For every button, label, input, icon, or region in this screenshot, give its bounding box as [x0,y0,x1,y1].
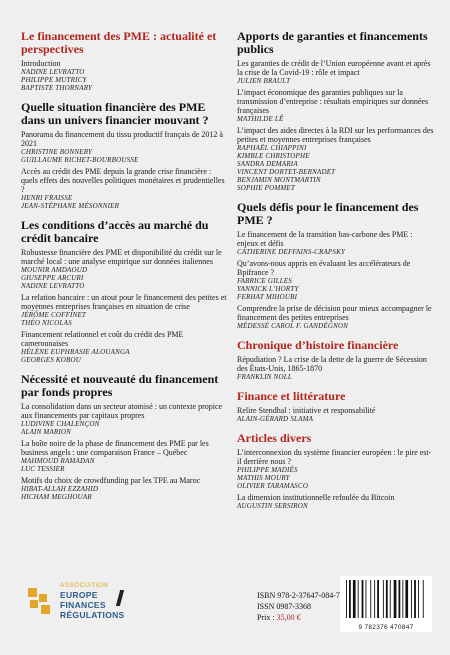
article-author: LUDIVINE CHALENÇON [21,420,100,428]
article-author: MAHMOUD RAMADAN [21,457,95,465]
isbn: ISBN 978-2-37647-084-7 [257,591,340,600]
section [21,101,227,210]
article-entry [21,402,227,436]
article-author: NADINE LEVRATTO [21,68,85,76]
issn: ISSN 0987-3368 [257,602,312,611]
article-title: Introduction [21,59,61,68]
logo-mark-icon [26,586,56,616]
article-entry [21,439,227,473]
article-author: PHILIPPE MUTRICY [21,76,87,84]
article-title: Les garanties de crédit de l’Union européenne avant et après la crise de la Covid-19 : rôle et impact [237,59,431,77]
article-entry [21,293,227,327]
article-author: FRANKLIN NOLL [237,373,292,381]
article-title: La consolidation dans un secteur atomisé : un contexte propice aux financements par capitaux propres [21,402,223,420]
logo-line-finances: FINANCES [60,600,106,610]
article-author: LUC TESSIER [21,465,65,473]
article-title: La relation bancaire : un atout pour le financement des petites et moyennes entreprises françaises en situation de crise [21,293,227,311]
article-author: HENRI FRAISSE [21,194,73,202]
article-title: Le financement de la transition bas-carbone des PME : enjeux et défis [237,230,413,248]
article-entry [237,406,435,423]
article-author: FERHAT MIHOUBI [237,293,298,301]
article-author: MATHILDE LÊ [237,115,284,123]
section [237,30,435,192]
article-author: SANDRA DEMARIA [237,160,298,168]
section-heading: Quels défis pour le financement des PME ? [237,200,419,227]
article-author: THÉO NICOLAS [21,319,72,327]
section-heading: Finance et littérature [237,389,346,403]
article-title: Répudiation ? La crise de la dette de la guerre de Sécession des États-Unis, 1865-1870 [237,355,427,373]
article-entry [237,448,435,490]
section [21,30,227,92]
article-author: HIBAT-ALLAH EZZAHID [21,485,99,493]
article-entry [237,59,435,85]
article-author: BENJAMIN MONTMARTIN [237,176,321,184]
article-title: Financement relationnel et coût du crédit des PME camerounaises [21,330,184,348]
article-title: Accès au crédit des PME depuis la grande crise financière : quels effets des nouvelles politiques monétaires et prudentielles ? [21,167,225,194]
article-author: GIUSEPPE ARCURI [21,274,84,282]
article-title: Motifs du choix de crowdfunding par les TPE au Maroc [21,476,201,485]
section-heading: Les conditions d’accès au marché du crédit bancaire [21,218,209,245]
section-heading: Le financement des PME : actualité et perspectives [21,29,217,56]
section-heading: Quelle situation financière des PME dans un univers financier mouvant ? [21,100,209,127]
section-heading: Chronique d’histoire financière [237,338,399,352]
article-title: Panorama du financement du tissu productif français de 2012 à 2021 [21,130,223,148]
article-author: HICHAM MEGHOUAR [21,493,92,501]
section-heading: Nécessité et nouveauté du financement par fonds propres [21,372,219,399]
article-entry [237,126,435,192]
article-author: RAPHAËL CHIAPPINI [237,144,307,152]
price [257,612,340,623]
section [237,339,435,381]
section [237,201,435,330]
barcode-digits: 9 782376 470847 [358,624,414,631]
article-entry [21,130,227,164]
article-author: CHRISTINE BONNERY [21,148,93,156]
logo-line-regulations: RÉGULATIONS [60,610,125,620]
article-entry [237,304,435,330]
article-title: La boîte noire de la phase de financement des PME par les business angels : une comparaison France – Québec [21,439,209,457]
article-author: VINCENT DORTET-BERNADET [237,168,336,176]
article-entry [237,259,435,301]
article-author: AUGUSTIN SERSIRON [237,502,308,510]
article-author: BAPTISTE THORNARY [21,84,93,92]
article-author: SOPHIE POMMET [237,184,296,192]
article-entry [21,330,227,364]
article-author: FABRICE GILLES [237,277,292,285]
section-heading: Apports de garanties et financements publics [237,29,428,56]
section [237,390,435,423]
section [21,219,227,364]
barcode [340,576,432,632]
article-title: Qu’avons-nous appris en évaluant les accélérateurs de Bpifrance ? [237,259,411,277]
article-title: L’impact des aides directes à la RDI sur les performances des petites et moyennes entreprises françaises [237,126,434,144]
article-title: L’impact économique des garanties publiques sur la transmission d’entreprise : résultats empiriques sur données françaises [237,88,429,115]
article-entry [21,248,227,290]
article-author: MÉDESSÉ CAROL F. GANDÉGNON [237,322,349,330]
article-entry [21,167,227,210]
article-entry [237,230,435,256]
article-title: Relire Stendhal : initiative et responsabilité [237,406,376,415]
article-author: JÉRÔME COFFINET [21,311,87,319]
article-title: L’interconnexion du système financier européen : le pire est-il derrière nous ? [237,448,432,466]
section [237,432,435,510]
logo-line-europe: EUROPE [60,590,98,600]
section [21,373,227,501]
article-author: JULIEN BRAULT [237,77,291,85]
article-entry [237,355,435,381]
article-entry [21,476,227,501]
article-author: HÉLÈNE EUPHRASIE ALOUANGA [21,348,130,356]
publication-info [257,590,340,623]
article-title: La dimension institutionnelle refoulée du Bitcoin [237,493,395,502]
article-entry [21,59,227,92]
section-heading: Articles divers [237,431,312,445]
article-author: CATHERINE DEFFAINS-CRAPSKY [237,248,346,256]
logo-line-association: ASSOCIATION [60,582,109,589]
article-author: KIMBLE CHRISTOPHE [237,152,310,160]
right-column [237,30,435,519]
article-author: MATHIS MOURY [237,474,290,482]
article-title: Comprendre la prise de décision pour mieux accompagner le financement des petites entreprises [237,304,432,322]
left-column [21,30,227,510]
article-author: NADINE LEVRATTO [21,282,85,290]
association-logo [26,582,146,624]
article-title: Robustesse financière des PME et disponibilité du crédit sur le marché local : une analyse empirique sur données italiennes [21,248,222,266]
article-author: YANNICK L’HORTY [237,285,299,293]
article-author: GEORGES KOBOU [21,356,81,364]
article-entry [237,88,435,123]
price-value: 35,00 € [276,613,301,622]
article-author: GUILLAUME RICHET-BOURBOUSSE [21,156,139,164]
article-author: JEAN-STÉPHANE MÉSONNIER [21,202,120,210]
price-label: Prix : [257,613,277,622]
article-author: ALAIN MARION [21,428,72,436]
article-author: PHILIPPE MADIÈS [237,466,298,474]
article-author: OLIVIER TARAMASCO [237,482,309,490]
barcode-icon [340,578,432,624]
article-author: ALAIN-GÉRARD SLAMA [237,415,314,423]
article-entry [237,493,435,510]
article-author: MOUNIR AMDAOUD [21,266,88,274]
